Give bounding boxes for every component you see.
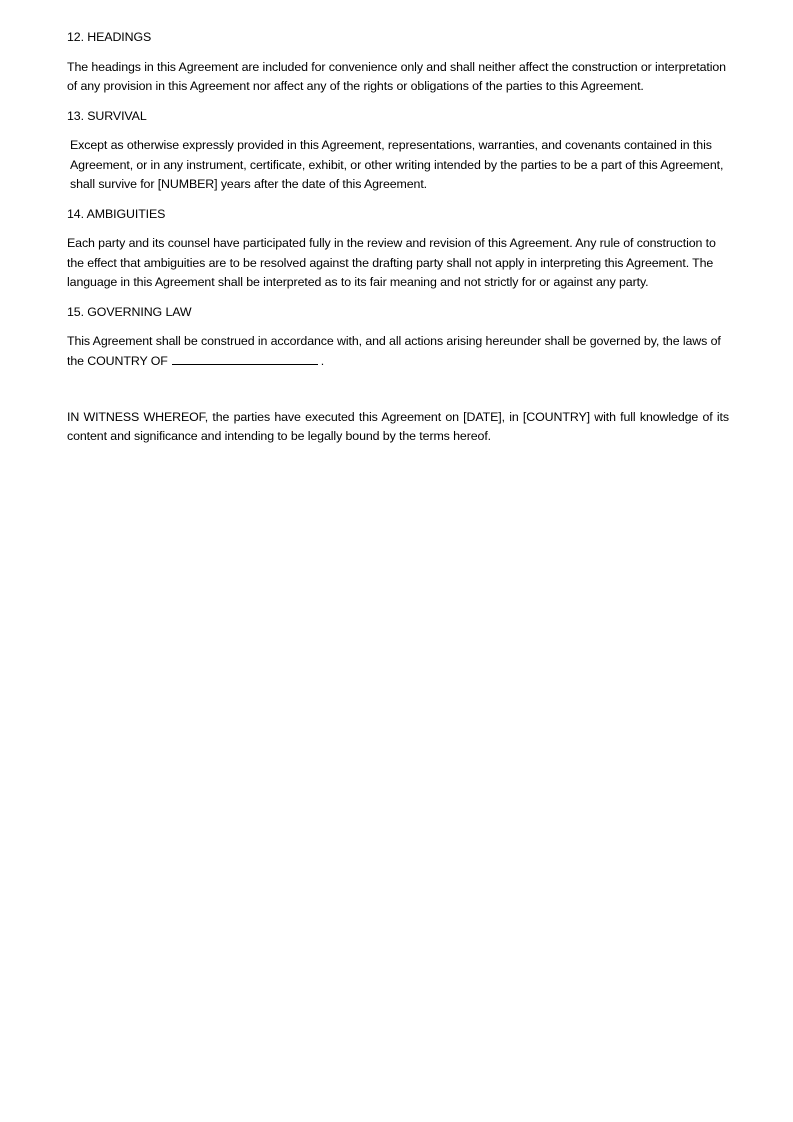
section-12-text: The headings in this Agreement are included for convenience only and shall neither affect the construction or interpretation of any provision in this Agreement nor affect any of the rights or obligations of the parties to this Agreement. (67, 59, 726, 93)
section-15-heading: 15. GOVERNING LAW (67, 304, 192, 319)
section-13-heading: 13. SURVIVAL (67, 108, 147, 123)
section-13-text: Except as otherwise expressly provided in this Agreement, representations, warranties, and covenants contained in this Agreement, or in any instrument, certificate, exhibit, or other writing intended by the parties to be a part of this Agreement, shall survive for [NUMBER] years after the date of this Agreement. (70, 138, 724, 191)
section-15-text-before-blank: This Agreement shall be construed in accordance with, and all actions arising hereunder shall be governed by, the laws of the COUNTRY OF (67, 334, 721, 368)
section-15-text-after-blank: . (320, 353, 325, 368)
witness-clause: IN WITNESS WHEREOF, the parties have executed this Agreement on [DATE], in [COUNTRY] with full knowledge of its content and significance and intending to be legally bound by the terms hereof. (67, 410, 729, 443)
document-body (67, 28, 729, 455)
section-14-text: Each party and its counsel have participated fully in the review and revision of this Agreement. Any rule of construction to the effect that ambiguities are to be resolved against the drafting party shall not apply in interpreting this Agreement. The language in this Agreement shall be interpreted as to its fair meaning and not strictly for or against any party. (67, 236, 716, 289)
section-15-text (67, 332, 729, 371)
section-12-heading: 12. HEADINGS (67, 30, 152, 44)
country-blank-line (172, 352, 318, 365)
section-14-heading: 14. AMBIGUITIES (67, 206, 166, 221)
